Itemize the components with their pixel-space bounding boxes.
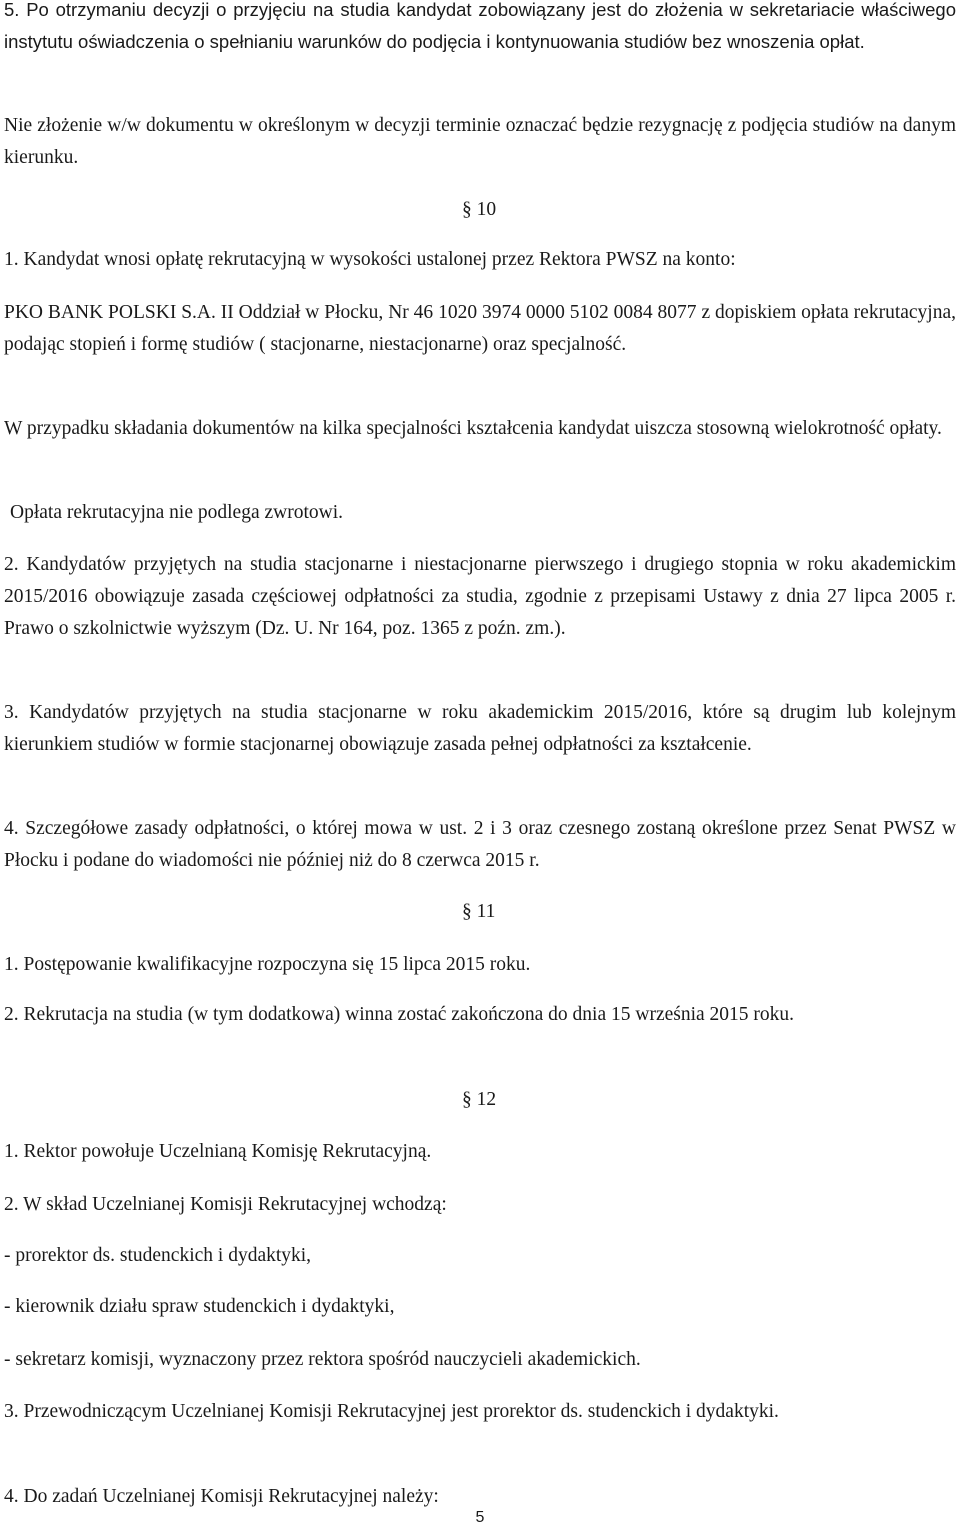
section-heading-11: § 11: [462, 901, 496, 922]
page-number: 5: [475, 1509, 485, 1526]
section-heading-12: § 12: [462, 1089, 497, 1110]
list-item-12-2b: - kierownik działu spraw studenckich i dydaktyki,: [4, 1296, 395, 1317]
paragraph-11-1: 1. Postępowanie kwalifikacyjne rozpoczyna się 15 lipca 2015 roku.: [4, 954, 531, 975]
paragraph-12-3: 3. Przewodniczącym Uczelnianej Komisji Rekrutacyjnej jest prorektor ds. studenckich i dydaktyki.: [4, 1401, 779, 1422]
paragraph-10-2: 2. Kandydatów przyjętych na studia stacjonarne i niestacjonarne pierwszego i drugiego stopnia w roku akademickim 2015/2016 obowiązuje zasada częściowej odpłatności za studia, zgodnie z przepisami Ustawy z dnia 27 lipca 2005 r. Prawo o szkolnictwie wyższym (Dz. U. Nr 164, poz. 1365 z poźn. zm.).: [4, 554, 956, 639]
list-item-12-2a: - prorektor ds. studenckich i dydaktyki,: [4, 1245, 312, 1266]
paragraph-12-1: 1. Rektor powołuje Uczelnianą Komisję Rekrutacyjną.: [4, 1141, 432, 1162]
paragraph-10-1b: PKO BANK POLSKI S.A. II Oddział w Płocku, Nr 46 1020 3974 0000 5102 0084 8077 z dopiskiem opłata rekrutacyjna, podając stopień i formę studiów ( stacjonarne, niestacjonarne) oraz specjalność.: [4, 302, 956, 355]
paragraph-10-1c: W przypadku składania dokumentów na kilka specjalności kształcenia kandydat uiszcza stosowną wielokrotność opłaty.: [4, 418, 942, 439]
paragraph-10-3: 3. Kandydatów przyjętych na studia stacjonarne w roku akademickim 2015/2016, które są drugim lub kolejnym kierunkiem studiów w formie stacjonarnej obowiązuje zasada pełnej odpłatności za kształcenie.: [4, 702, 956, 755]
paragraph-12-4: 4. Do zadań Uczelnianej Komisji Rekrutacyjnej należy:: [4, 1486, 439, 1507]
paragraph-10-4: 4. Szczegółowe zasady odpłatności, o której mowa w ust. 2 i 3 oraz czesnego zostaną określone przez Senat PWSZ w Płocku i podane do wiadomości nie później niż do 8 czerwca 2015 r.: [4, 818, 956, 871]
paragraph-11-2: 2. Rekrutacja na studia (w tym dodatkowa) winna zostać zakończona do dnia 15 września 2015 roku.: [4, 1004, 795, 1025]
paragraph-10-1d: Opłata rekrutacyjna nie podlega zwrotowi.: [10, 502, 343, 523]
paragraph-5-2: Nie złożenie w/w dokumentu w określonym w decyzji terminie oznaczać będzie rezygnację z podjęcia studiów na danym kierunku.: [4, 115, 956, 168]
paragraph-10-1a: 1. Kandydat wnosi opłatę rekrutacyjną w wysokości ustalonej przez Rektora PWSZ na konto:: [4, 249, 736, 270]
paragraph-5-1: 5. Po otrzymaniu decyzji o przyjęciu na studia kandydat zobowiązany jest do złożenia w sekretariacie właściwego instytutu oświadczenia o spełnianiu warunków do podjęcia i kontynuowania studiów bez wnoszenia opłat.: [4, 0, 956, 52]
paragraph-12-2: 2. W skład Uczelnianej Komisji Rekrutacyjnej wchodzą:: [4, 1194, 447, 1215]
section-heading-10: § 10: [462, 199, 497, 220]
list-item-12-2c: - sekretarz komisji, wyznaczony przez rektora spośród nauczycieli akademickich.: [4, 1349, 641, 1370]
